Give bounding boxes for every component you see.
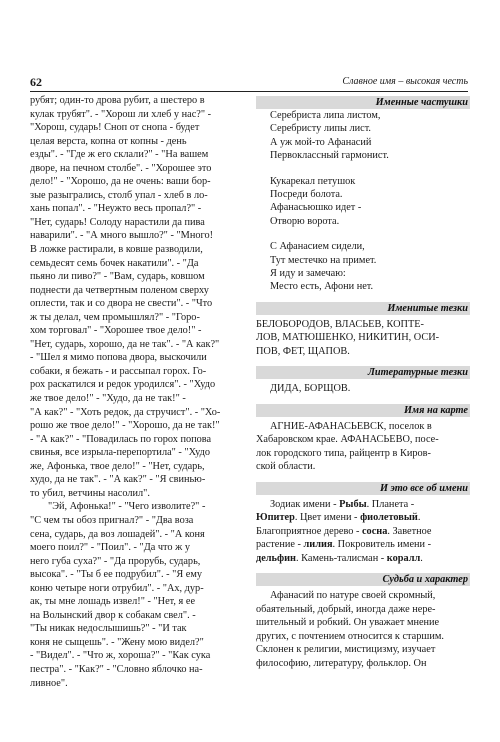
text-line: "А как?" - "Хоть редок, да стручист". - "Хо- bbox=[30, 406, 221, 418]
text-line: Афанасий по натуре своей скромный, bbox=[270, 590, 436, 602]
running-title: Славное имя – высокая честь bbox=[342, 76, 468, 87]
text-line: ПОВ, ФЕТ, ЩАПОВ. bbox=[256, 345, 350, 357]
text-line: ливное". bbox=[30, 677, 68, 689]
all-about-name-text bbox=[256, 495, 470, 566]
text-line: рубят; один-то дрова рубит, а шестеро в bbox=[30, 95, 205, 106]
text-line: же, Афонька, твое дело!" - "Нет, сударь, bbox=[30, 460, 205, 472]
text-line: растение - лилия. Покровитель имени - bbox=[256, 539, 432, 551]
text-line: Склонен к религии, мистицизму, изучает bbox=[256, 644, 436, 656]
text-line: зые разыгрались, столб упал - хлеб в ло- bbox=[30, 189, 208, 201]
text-line: то убил, ветчины насолил". bbox=[30, 487, 150, 499]
verse-line: А уж мой-то Афанасий bbox=[270, 136, 372, 148]
text-line: на Волынский двор к собакам свел". - bbox=[30, 609, 196, 621]
text-line: шительный и робкий. Он уважает мнение bbox=[256, 617, 440, 629]
text-line: философию, литературу, фольклор. Он bbox=[256, 657, 427, 669]
text-line: худо, да не так". - "А как?" - "Я свинью- bbox=[30, 474, 206, 486]
verse-line: Тут местечко на примет. bbox=[270, 254, 377, 266]
text-line: езды". - "Где ж его склали?" - "На вашем bbox=[30, 149, 209, 161]
verse-line: Кукарекал петушок bbox=[270, 175, 356, 187]
text-line: семьдесят семь бочек накатили". - "Да bbox=[30, 257, 199, 269]
text-line: ДИДА, БОРЩОВ. bbox=[270, 383, 351, 395]
text-line: АГНИЕ-АФАНАСЬЕВСК, поселок в bbox=[270, 420, 432, 432]
verse-line: С Афанасием сидели, bbox=[270, 241, 365, 253]
text-line: дело!" - "Хорошо, да не очень: ваши бор- bbox=[30, 176, 211, 188]
text-line: коня не сыщешь". - "Жену мою видел?" bbox=[30, 636, 204, 648]
page-number: 62 bbox=[30, 75, 42, 89]
section-title-map: Имя на карте bbox=[256, 404, 470, 417]
text-line: рошо же твое дело!" - "Хорошо, да не так!" bbox=[30, 420, 220, 432]
text-line: Благоприятное дерево - сосна. Заветное bbox=[256, 525, 432, 537]
text-line: хом торговал" - "Хорошее твое дело!" - bbox=[30, 325, 202, 337]
text-line: собаки, я бежать - и рассыпал горох. Го- bbox=[30, 365, 207, 377]
map-text bbox=[256, 417, 470, 474]
text-line: ЛОВ, МАТЮШЕНКО, НИКИТИН, ОСИ- bbox=[256, 332, 440, 344]
text-line: ской области. bbox=[256, 461, 316, 473]
page-header bbox=[30, 75, 468, 92]
text-line: Юпитер. Цвет имени - фиолетовый. bbox=[256, 512, 421, 524]
verse-line: Отворю ворота. bbox=[270, 215, 340, 227]
verse-line: Серебристу липы лист. bbox=[270, 123, 372, 135]
verse-line: Я иду и замечаю: bbox=[270, 268, 346, 280]
verse-line: Серебриста липа листом, bbox=[270, 110, 381, 121]
text-line: "Нет, сударь, хорошо, да не так". - "А как?" bbox=[30, 338, 220, 350]
text-line: целая верста, копна от копны - день bbox=[30, 135, 187, 147]
text-line: дельфин. Камень-талисман - коралл. bbox=[256, 552, 423, 564]
verse-line: Афанасьюшко идет - bbox=[270, 202, 362, 214]
text-line: высока". - "Ты б ее подрубил". - "Я ему bbox=[30, 569, 203, 581]
text-line: же твое дело!" - "Худо, да не так!" - bbox=[30, 393, 186, 405]
text-line: Хабаровском крае. АФАНАСЬЕВО, посе- bbox=[256, 434, 439, 446]
text-line: хань попал". - "Неужто весь пропал?" - bbox=[30, 203, 202, 215]
text-line: "Эй, Афонька!" - "Чего изволите?" - bbox=[48, 501, 206, 513]
lit-tezki-text bbox=[256, 379, 470, 396]
text-line: "Нет, сударь! Солоду нарастили да пива bbox=[30, 216, 205, 228]
text-line: "Ты никак недослышишь?" - "И так bbox=[30, 623, 187, 635]
text-line: моего поил?" - "Поил". - "Да что ж у bbox=[30, 542, 190, 554]
section-title-all: И это все об имени bbox=[256, 482, 470, 495]
text-line: пестра". - "Как?" - "Словно яблочко на- bbox=[30, 663, 203, 675]
text-line: обаятельный, добрый, иногда даже нере- bbox=[256, 603, 436, 615]
text-line: других, с почтением относится к старшим. bbox=[256, 630, 444, 642]
text-line: коню четыре ноги отрубил". - "Ах, дур- bbox=[30, 582, 204, 594]
section-title-chastushki: Именные частушки bbox=[256, 96, 470, 109]
fate-text bbox=[256, 586, 470, 670]
verse-2 bbox=[256, 175, 470, 229]
text-line: - "Шел я мимо попова двора, выскочили bbox=[30, 352, 207, 364]
text-line: него губа суха?" - "Да прорубь, сударь, bbox=[30, 555, 201, 567]
verse-line: Место есть, Афони нет. bbox=[270, 281, 374, 293]
section-title-tezki: Именитые тезки bbox=[256, 302, 470, 315]
verse-line: Первоклассный гармонист. bbox=[270, 150, 389, 162]
text-line: сена, сударь, да воз лошадей". - "А коня bbox=[30, 528, 205, 540]
tezki-text bbox=[256, 315, 470, 359]
text-line: - "Видел". - "Что ж, хороша?" - "Как сука bbox=[30, 650, 211, 662]
text-line: В ложке растирали, в ковше разводили, bbox=[30, 244, 203, 256]
left-column bbox=[30, 94, 243, 690]
text-line: ак, ты мне лошадь извел!" - "Нет, я ее bbox=[30, 596, 196, 608]
verse-3 bbox=[256, 240, 470, 294]
text-line: - "А как?" - "Повадилась по горох попова bbox=[30, 433, 212, 445]
section-title-lit-tezki: Литературные тезки bbox=[256, 366, 470, 379]
verse-line: Посреди болота. bbox=[270, 189, 343, 201]
text-line: рох раскатился и редок уродился". - "Худо bbox=[30, 379, 216, 391]
text-line: наварили". - "А много вышло?" - "Много! bbox=[30, 230, 214, 242]
text-line: БЕЛОБОРОДОВ, ВЛАСЬЕВ, КОПТЕ- bbox=[256, 318, 424, 330]
text-line: "Хорош, сударь! Сноп от снопа - будет bbox=[30, 122, 200, 134]
text-line: лок городского типа, райцентр в Киров- bbox=[256, 447, 431, 459]
text-line: кулак трубят". - "Хорош ли хлеб у нас?" - bbox=[30, 108, 212, 120]
text-line: ж ты делал, чем промышлял?" - "Горо- bbox=[30, 311, 200, 323]
verse-1 bbox=[256, 109, 470, 163]
text-line: Зодиак имени - Рыбы. Планета - bbox=[270, 498, 415, 510]
text-line: пьяно ли пиво?" - "Вам, сударь, ковшом bbox=[30, 271, 205, 283]
text-line: дворе, на печном столбе". - "Хорошее это bbox=[30, 162, 212, 174]
text-line: поднести да четвертным поленом сверху bbox=[30, 284, 209, 296]
right-column bbox=[256, 96, 470, 670]
text-line: "С чем ты обоз пригнал?" - "Два воза bbox=[30, 514, 194, 526]
section-title-fate: Судьба и характер bbox=[256, 573, 470, 586]
text-line: оплести, так и со двора не свести". - "Что bbox=[30, 298, 213, 310]
text-line: свинья, все изрыла-перепортила" - "Худо bbox=[30, 447, 211, 459]
